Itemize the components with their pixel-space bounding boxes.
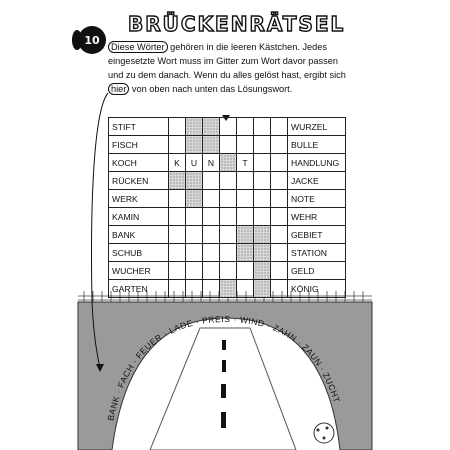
letter-cell[interactable] xyxy=(203,280,220,298)
right-word: KÖNIG xyxy=(288,280,346,298)
instruction-line-3: und zu dem danach. Wenn du alles gelöst hast, ergibt sich xyxy=(108,70,346,80)
letter-cell[interactable] xyxy=(220,226,237,244)
letter-cell[interactable] xyxy=(237,172,254,190)
bush-icon xyxy=(314,423,334,443)
left-word: SCHUB xyxy=(109,244,169,262)
letter-cell[interactable] xyxy=(169,136,186,154)
left-word: GARTEN xyxy=(109,280,169,298)
letter-cell[interactable]: T xyxy=(237,154,254,172)
instruction-line-4: von oben nach unten das Lösungswort. xyxy=(129,84,293,94)
letter-cell[interactable] xyxy=(186,226,203,244)
shaded-cell xyxy=(186,190,203,208)
right-word: STATION xyxy=(288,244,346,262)
instruction-line-2: eingesetzte Wort muss im Gitter zum Wort davor passen xyxy=(108,56,338,66)
shaded-cell xyxy=(237,226,254,244)
letter-cell[interactable] xyxy=(254,208,271,226)
grid-row xyxy=(109,154,346,172)
right-word: WEHR xyxy=(288,208,346,226)
left-word: KOCH xyxy=(109,154,169,172)
shaded-cell xyxy=(186,136,203,154)
left-word: KAMIN xyxy=(109,208,169,226)
letter-cell[interactable] xyxy=(237,280,254,298)
letter-cell[interactable] xyxy=(220,136,237,154)
letter-cell[interactable]: K xyxy=(169,154,186,172)
letter-cell[interactable] xyxy=(237,136,254,154)
right-word: GEBIET xyxy=(288,226,346,244)
letter-cell[interactable] xyxy=(203,226,220,244)
letter-cell[interactable] xyxy=(220,208,237,226)
letter-cell[interactable] xyxy=(254,172,271,190)
grid-row xyxy=(109,208,346,226)
letter-cell[interactable] xyxy=(254,118,271,136)
shaded-cell xyxy=(254,244,271,262)
right-word: HANDLUNG xyxy=(288,154,346,172)
letter-cell[interactable] xyxy=(169,226,186,244)
letter-cell[interactable] xyxy=(203,262,220,280)
right-word: GELD xyxy=(288,262,346,280)
shaded-cell xyxy=(220,154,237,172)
right-word: NOTE xyxy=(288,190,346,208)
shaded-cell xyxy=(186,172,203,190)
letter-cell[interactable] xyxy=(271,280,288,298)
letter-cell[interactable] xyxy=(271,244,288,262)
shaded-cell xyxy=(220,280,237,298)
letter-cell[interactable] xyxy=(254,190,271,208)
puzzle-grid xyxy=(108,117,346,298)
letter-cell[interactable] xyxy=(203,190,220,208)
right-word: BULLE xyxy=(288,136,346,154)
page-number-badge xyxy=(78,26,106,54)
shaded-cell xyxy=(203,118,220,136)
letter-cell[interactable] xyxy=(203,244,220,262)
letter-cell[interactable] xyxy=(271,190,288,208)
letter-cell[interactable]: U xyxy=(186,154,203,172)
letter-cell[interactable] xyxy=(254,136,271,154)
grid-row xyxy=(109,244,346,262)
letter-cell[interactable] xyxy=(203,208,220,226)
grid-row xyxy=(109,226,346,244)
letter-cell[interactable] xyxy=(220,190,237,208)
shaded-cell xyxy=(169,172,186,190)
letter-cell[interactable] xyxy=(237,262,254,280)
letter-cell[interactable] xyxy=(203,172,220,190)
grid-row xyxy=(109,190,346,208)
letter-cell[interactable] xyxy=(254,154,271,172)
letter-cell[interactable] xyxy=(220,172,237,190)
instructions xyxy=(108,40,354,96)
letter-cell[interactable] xyxy=(186,280,203,298)
letter-cell[interactable] xyxy=(237,190,254,208)
shaded-cell xyxy=(254,280,271,298)
page-number: 10 xyxy=(84,33,100,47)
letter-cell[interactable] xyxy=(271,262,288,280)
right-word: JACKE xyxy=(288,172,346,190)
letter-cell[interactable] xyxy=(271,136,288,154)
letter-cell[interactable] xyxy=(220,118,237,136)
letter-cell[interactable] xyxy=(169,190,186,208)
letter-cell[interactable] xyxy=(186,244,203,262)
letter-cell[interactable] xyxy=(169,280,186,298)
letter-cell[interactable] xyxy=(271,172,288,190)
left-word: BANK xyxy=(109,226,169,244)
left-word: WERK xyxy=(109,190,169,208)
letter-cell[interactable] xyxy=(271,226,288,244)
letter-cell[interactable] xyxy=(271,118,288,136)
shaded-cell xyxy=(254,226,271,244)
shaded-cell xyxy=(186,118,203,136)
left-word: RÜCKEN xyxy=(109,172,169,190)
letter-cell[interactable] xyxy=(271,154,288,172)
left-word: STIFT xyxy=(109,118,169,136)
grid-row xyxy=(109,172,346,190)
letter-cell[interactable] xyxy=(237,208,254,226)
grid-row xyxy=(109,118,346,136)
grid-row xyxy=(109,280,346,298)
letter-cell[interactable] xyxy=(169,244,186,262)
letter-cell[interactable] xyxy=(220,244,237,262)
shaded-cell xyxy=(203,136,220,154)
letter-cell[interactable] xyxy=(186,208,203,226)
grid-row xyxy=(109,136,346,154)
grid-row xyxy=(109,262,346,280)
page-title: BRÜCKENRÄTSEL xyxy=(128,12,346,36)
instruction-line-1: gehören in die leeren Kästchen. Jedes xyxy=(167,42,327,52)
letter-cell[interactable] xyxy=(169,118,186,136)
letter-cell[interactable] xyxy=(186,262,203,280)
word-bank-text: BANK · FACH · FEUER · LADE · PREIS · WIND · ZAHN · ZAUN · ZUCHT xyxy=(105,313,343,422)
circled-phrase: Diese Wörter xyxy=(108,41,168,53)
letter-cell[interactable] xyxy=(169,262,186,280)
letter-cell[interactable] xyxy=(220,262,237,280)
left-word: WUCHER xyxy=(109,262,169,280)
left-word: FISCH xyxy=(109,136,169,154)
right-word: WURZEL xyxy=(288,118,346,136)
circled-hier: hier xyxy=(108,83,129,95)
letter-cell[interactable] xyxy=(237,118,254,136)
shaded-cell xyxy=(254,262,271,280)
letter-cell[interactable] xyxy=(169,208,186,226)
shaded-cell xyxy=(237,244,254,262)
letter-cell[interactable] xyxy=(271,208,288,226)
letter-cell[interactable]: N xyxy=(203,154,220,172)
